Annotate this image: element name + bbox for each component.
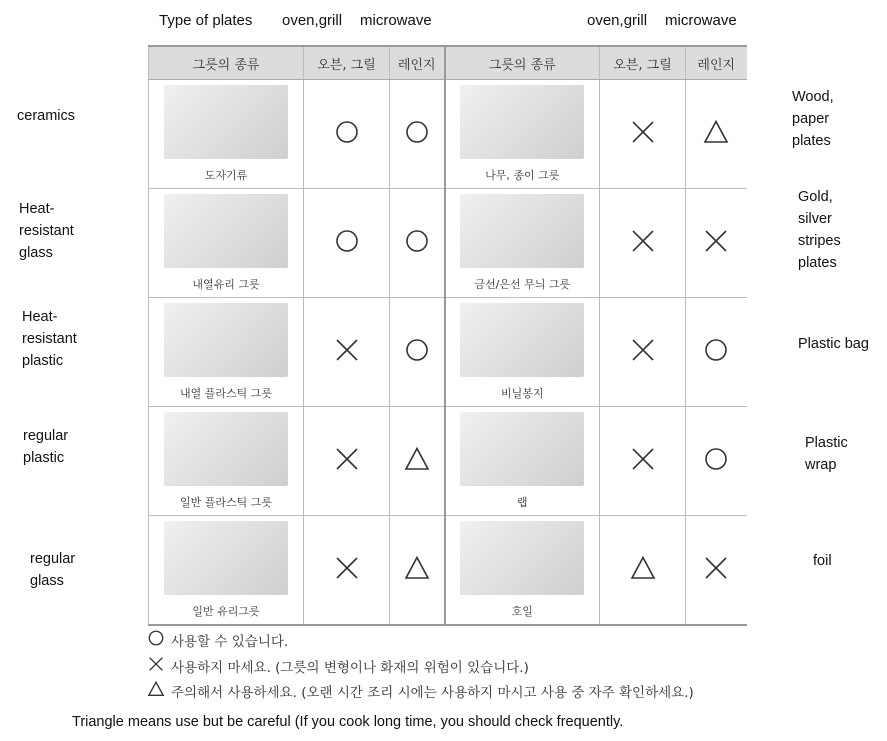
right-oven-cell xyxy=(600,516,686,626)
right-oven-cell xyxy=(600,189,686,298)
label-line: glass xyxy=(19,245,53,261)
plate-caption: 비닐봉지 xyxy=(500,387,544,400)
cross-icon xyxy=(147,655,165,677)
left-plate-cell xyxy=(149,516,304,626)
plate-photo xyxy=(460,303,584,377)
label-line: regular xyxy=(23,428,69,444)
cross-icon xyxy=(630,459,656,476)
right-oven-cell xyxy=(600,298,686,407)
table-row xyxy=(149,189,747,298)
cross-icon xyxy=(334,568,360,585)
legend-circle xyxy=(147,629,288,651)
header-oven-right: 오븐, 그릴 xyxy=(600,46,686,80)
plate-caption: 일반 유리그릇 xyxy=(192,605,260,618)
left-microwave-cell xyxy=(390,80,445,189)
right-label-plastic-bag xyxy=(798,333,869,355)
label-line: stripes xyxy=(798,233,841,249)
left-plate-cell xyxy=(149,80,304,189)
cross-icon xyxy=(703,241,729,258)
left-label-regular-glass xyxy=(30,548,75,592)
label-line: Plastic xyxy=(805,435,848,451)
right-oven-cell xyxy=(600,407,686,516)
label-line: Plastic bag xyxy=(798,336,869,352)
right-microwave-cell xyxy=(686,189,747,298)
label-line: regular xyxy=(30,551,76,567)
triangle-icon xyxy=(147,680,165,702)
right-oven-cell xyxy=(600,80,686,189)
right-label-wood-paper xyxy=(792,86,834,152)
label-line: Gold, xyxy=(798,189,833,205)
right-oven-grill-label: oven,grill xyxy=(587,12,648,29)
right-microwave-cell xyxy=(686,80,747,189)
left-microwave-cell xyxy=(390,516,445,626)
left-microwave-cell xyxy=(390,189,445,298)
plate-caption: 내열유리 그릇 xyxy=(192,278,260,291)
right-microwave-cell xyxy=(686,298,747,407)
header-type-left: 그릇의 종류 xyxy=(149,46,304,80)
legend-triangle-text: 주의해서 사용하세요. (오랜 시간 조리 시에는 사용하지 마시고 사용 중 자주 확인하세요.) xyxy=(171,685,694,701)
plate-photo xyxy=(164,303,288,377)
left-microwave-cell xyxy=(390,298,445,407)
legend-triangle xyxy=(147,680,694,702)
label-line: Heat- xyxy=(22,309,58,325)
left-microwave-label: microwave xyxy=(360,12,432,29)
circle-icon xyxy=(703,459,729,476)
plate-photo xyxy=(164,194,288,268)
legend-cross xyxy=(147,655,529,677)
right-plate-cell xyxy=(445,80,600,189)
right-microwave-cell xyxy=(686,407,747,516)
left-plate-cell xyxy=(149,407,304,516)
triangle-icon xyxy=(703,132,729,149)
left-oven-grill-label: oven,grill xyxy=(282,12,343,29)
cross-icon xyxy=(703,568,729,585)
left-oven-cell xyxy=(304,189,390,298)
cross-icon xyxy=(334,459,360,476)
plate-caption: 나무, 종이 그릇 xyxy=(485,169,560,182)
header-range-left: 레인지 xyxy=(390,46,445,80)
cross-icon xyxy=(630,241,656,258)
circle-icon xyxy=(334,241,360,258)
plate-photo xyxy=(460,85,584,159)
left-plate-cell xyxy=(149,189,304,298)
right-label-gold-silver xyxy=(798,186,841,274)
label-line: glass xyxy=(30,573,64,589)
cross-icon xyxy=(334,350,360,367)
header-range-right: 레인지 xyxy=(686,46,747,80)
table-row xyxy=(149,298,747,407)
cross-icon xyxy=(630,132,656,149)
left-oven-cell xyxy=(304,516,390,626)
left-plate-cell xyxy=(149,298,304,407)
left-label-regular-plastic xyxy=(23,425,68,469)
plates-table xyxy=(148,45,747,626)
plate-photo xyxy=(460,412,584,486)
header-type-right: 그릇의 종류 xyxy=(445,46,600,80)
circle-icon xyxy=(404,241,430,258)
table-header-row xyxy=(149,46,747,80)
triangle-icon xyxy=(404,568,430,585)
cross-icon xyxy=(630,350,656,367)
left-oven-cell xyxy=(304,407,390,516)
right-microwave-cell xyxy=(686,516,747,626)
circle-icon xyxy=(334,132,360,149)
right-label-foil xyxy=(813,550,832,572)
plate-photo xyxy=(460,521,584,595)
plate-caption: 도자기류 xyxy=(204,169,248,182)
label-line: plastic xyxy=(23,450,65,466)
label-line: paper xyxy=(792,111,830,127)
table-row xyxy=(149,407,747,516)
label-line: Wood, xyxy=(792,89,834,105)
label-line: resistant xyxy=(19,223,74,239)
plate-caption: 호일 xyxy=(511,605,533,618)
right-plate-cell xyxy=(445,407,600,516)
left-oven-cell xyxy=(304,80,390,189)
header-oven-left: 오븐, 그릴 xyxy=(304,46,390,80)
triangle-note: Triangle means use but be careful (If you cook long time, you should check frequently. xyxy=(72,714,624,730)
label-line: ceramics xyxy=(17,108,76,124)
left-microwave-cell xyxy=(390,407,445,516)
right-microwave-label: microwave xyxy=(665,12,737,29)
label-line: silver xyxy=(798,211,832,227)
left-label-heat-resistant-plastic xyxy=(22,306,77,372)
plate-photo xyxy=(164,412,288,486)
legend-circle-text: 사용할 수 있습니다. xyxy=(171,634,289,650)
left-label-heat-resistant-glass xyxy=(19,198,74,264)
plate-photo xyxy=(460,194,584,268)
plate-caption: 일반 플라스틱 그릇 xyxy=(179,496,272,509)
circle-icon xyxy=(404,132,430,149)
table-row xyxy=(149,516,747,626)
type-of-plates-label: Type of plates xyxy=(159,12,253,29)
circle-icon xyxy=(404,350,430,367)
label-line: Heat- xyxy=(19,201,55,217)
right-plate-cell xyxy=(445,189,600,298)
circle-icon xyxy=(703,350,729,367)
plate-photo xyxy=(164,85,288,159)
table-row xyxy=(149,80,747,189)
right-plate-cell xyxy=(445,516,600,626)
plate-caption: 랩 xyxy=(516,496,528,509)
plate-caption: 금선/은선 무늬 그릇 xyxy=(474,278,571,291)
triangle-icon xyxy=(404,459,430,476)
left-label-ceramics xyxy=(17,105,75,127)
left-oven-cell xyxy=(304,298,390,407)
plate-caption: 내열 플라스틱 그릇 xyxy=(179,387,272,400)
label-line: plastic xyxy=(22,353,64,369)
triangle-icon xyxy=(630,568,656,585)
legend-cross-text: 사용하지 마세요. (그릇의 변형이나 화재의 위험이 있습니다.) xyxy=(171,660,529,676)
label-line: wrap xyxy=(805,457,837,473)
label-line: resistant xyxy=(22,331,77,347)
label-line: plates xyxy=(792,133,831,149)
right-label-plastic-wrap xyxy=(805,432,848,476)
plate-photo xyxy=(164,521,288,595)
label-line: plates xyxy=(798,255,837,271)
right-plate-cell xyxy=(445,298,600,407)
circle-icon xyxy=(147,629,165,651)
label-line: foil xyxy=(813,553,832,569)
